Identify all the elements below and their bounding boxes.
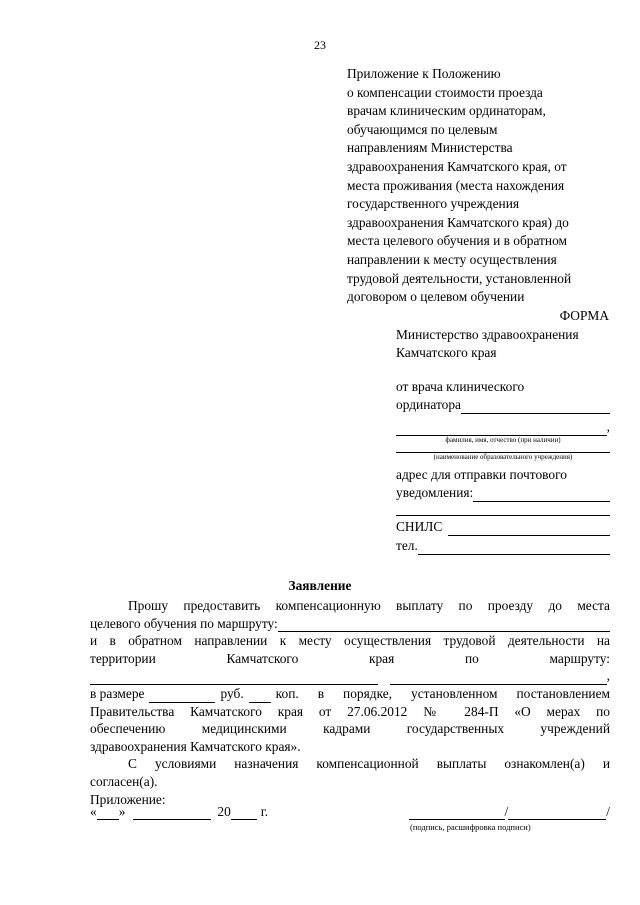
return-route-field-2[interactable] — [390, 672, 607, 685]
amount-row — [90, 685, 610, 703]
recipient-line: Камчатского края — [396, 345, 497, 360]
address-label: адрес для отправки почтового — [396, 467, 567, 482]
slash: / — [606, 804, 610, 819]
date-quote-open: « — [90, 804, 97, 819]
date-quote-close: » — [118, 804, 126, 819]
appendix-line: врачам клиническим ординаторам, — [347, 103, 546, 119]
full-name-field[interactable] — [396, 423, 607, 436]
attachment-label: Приложение: — [90, 791, 166, 807]
sender-name-row — [396, 396, 610, 414]
postal-address-field[interactable] — [473, 489, 610, 502]
day-field[interactable] — [97, 807, 119, 820]
word: края — [368, 650, 395, 666]
statement-line: согласен(а). — [90, 773, 158, 789]
rub-label: руб. — [220, 685, 244, 701]
year-prefix: 20 — [217, 804, 231, 819]
word: Камчатского — [226, 650, 299, 666]
comma: , — [606, 419, 610, 434]
appendix-line: обучающимся по целевым — [347, 121, 498, 137]
comma: , — [606, 668, 610, 684]
route-field[interactable] — [278, 619, 610, 632]
postal-address-field-2[interactable] — [396, 502, 610, 516]
snils-field[interactable] — [448, 523, 610, 536]
statement-line: и в обратном направлении к месту осуществления трудовой деятельности на — [90, 633, 610, 649]
addressee-recipient — [396, 326, 610, 362]
route-row — [90, 615, 610, 633]
sender-label: ординатора — [396, 397, 461, 412]
caption-full-name: фамилия, имя, отчество (при наличии) — [445, 436, 561, 444]
addressee-sender — [396, 378, 610, 414]
org-field-row — [396, 443, 610, 462]
appendix-line: направлениям Министерства — [347, 140, 513, 156]
territory-row — [90, 650, 610, 668]
signature-caption: (подпись, расшифровка подписи) — [410, 822, 531, 832]
phone-row — [396, 537, 610, 555]
route-label: целевого обучения по маршруту: — [90, 615, 278, 631]
statement-line: Правительства Камчатского края от 27.06.2012 № 284-П «О мерах по — [90, 703, 610, 719]
snils-label: СНИЛС — [396, 519, 443, 534]
appendix-line: места целевого обучения и в обратном — [347, 233, 567, 249]
appendix-line: Приложение к Положению — [347, 66, 501, 81]
statement-line: обеспечению медицинскими кадрами государственных учреждений — [90, 721, 610, 737]
page-number: 23 — [314, 38, 326, 52]
phone-field[interactable] — [418, 542, 610, 555]
phone-label: тел. — [396, 538, 418, 553]
statement-line: здравоохранения Камчатского края». — [90, 738, 301, 754]
resident-name-field[interactable] — [461, 401, 610, 414]
snils-row — [396, 518, 610, 536]
form-label: ФОРМА — [559, 307, 609, 323]
word: маршруту: — [549, 650, 610, 666]
sender-line: от врача клинического — [396, 379, 525, 394]
appendix-line: здравоохранения Камчатского края) до — [347, 214, 569, 230]
appendix-line: договором о целевом обучении — [347, 289, 525, 305]
return-route-field[interactable] — [90, 672, 378, 685]
appendix-line: направлении к месту осуществления — [347, 251, 557, 267]
org-name-field[interactable] — [396, 443, 610, 453]
statement-line: Прошу предоставить компенсационную выплату по проезду до места — [128, 598, 610, 613]
signature-decoding-field[interactable] — [508, 807, 606, 820]
year-field[interactable] — [231, 807, 257, 820]
recipient-line: Министерство здравоохранения — [396, 327, 579, 342]
appendix-line: трудовой деятельности, установленной — [347, 270, 572, 286]
amount-label: в размере — [90, 685, 145, 701]
statement-title: Заявление — [288, 578, 352, 593]
kop-label: коп. в порядке, установленном постановлением — [275, 685, 610, 701]
appendix-line: здравоохранения Камчатского края, от — [347, 158, 567, 174]
signature-field[interactable] — [409, 807, 505, 820]
word: территории — [90, 650, 156, 666]
statement-line: С условиями назначения компенсационной выплаты ознакомлен(а) и — [128, 756, 610, 772]
postal-address-block — [396, 466, 610, 516]
name-field-row — [396, 418, 610, 445]
slash: / — [504, 804, 509, 819]
notification-label: уведомления: — [396, 485, 474, 500]
kop-field[interactable] — [249, 690, 271, 703]
appendix-line: места проживания (места нахождения — [347, 177, 565, 193]
rub-field[interactable] — [149, 690, 215, 703]
year-suffix: г. — [260, 804, 269, 819]
date-signature-row — [90, 804, 610, 832]
statement-body — [90, 597, 610, 808]
word: по — [464, 650, 479, 666]
appendix-block — [347, 65, 609, 325]
caption-org: (наименование образовательного учреждения) — [433, 453, 573, 461]
return-route-row — [90, 667, 610, 685]
appendix-line: государственного учреждения — [347, 196, 520, 212]
month-field[interactable] — [133, 807, 211, 820]
appendix-line: о компенсации стоимости проезда — [347, 84, 543, 100]
